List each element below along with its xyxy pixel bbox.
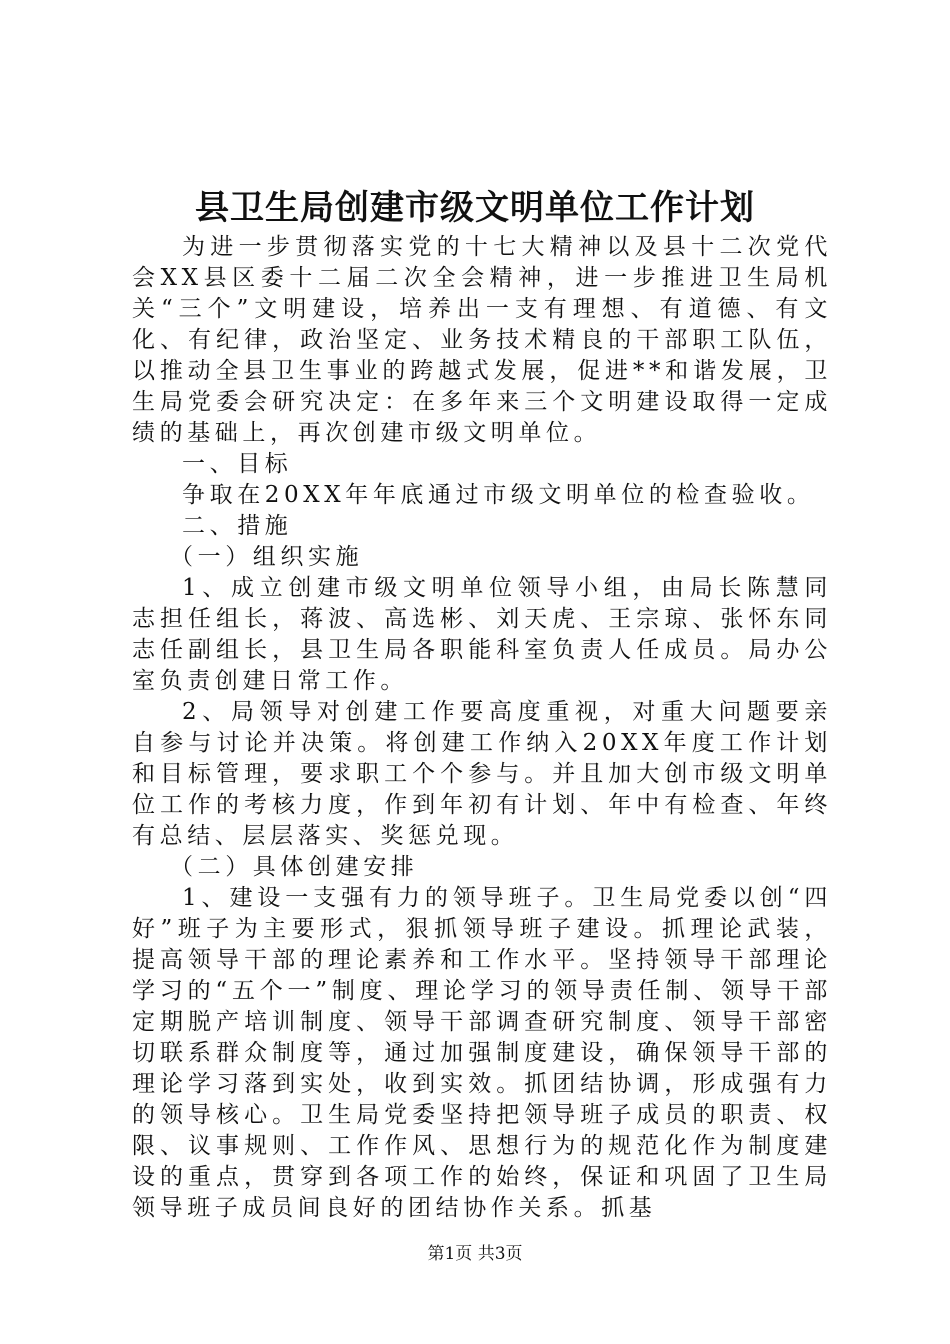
- document-title: 县卫生局创建市级文明单位工作计划: [195, 188, 755, 228]
- intro-paragraph: 为进一步贯彻落实党的十七大精神以及县十二次党代会XX县区委十二届二次全会精神，进一步推进卫生局机关“三个”文明建设，培养出一支有理想、有道德、有文化、有纪律，政治坚定、业务技术精良的干部职工队伍，以推动全县卫生事业的跨越式发展，促进**和谐发展，卫生局党委会研究决定：在多年来三个文明建设取得一定成绩的基础上，再次创建市级文明单位。: [132, 234, 832, 446]
- document-body: [132, 232, 832, 1224]
- goal-paragraph: 争取在20XX年年底通过市级文明单位的检查验收。: [182, 482, 815, 508]
- measure-paragraph-2: 2、局领导对创建工作要高度重视，对重大问题要亲自参与讨论并决策。将创建工作纳入20XX年度工作计划和目标管理，要求职工个个参与。并且加大创市级文明单位工作的考核力度，作到年初有计划、年中有检查、年终有总结、层层落实、奖惩兑现。: [132, 699, 832, 849]
- subsection-heading-arrangements: （二）具体创建安排: [170, 854, 419, 880]
- arrangement-paragraph-1: 1、建设一支强有力的领导班子。卫生局党委以创“四好”班子为主要形式，狠抓领导班子建设。抓理论武装，提高领导干部的理论素养和工作水平。坚持领导干部理论学习的“五个一”制度、理论学习的领导责任制、领导干部定期脱产培训制度、领导干部调查研究制度、领导干部密切联系群众制度等，通过加强制度建设，确保领导干部的理论学习落到实处，收到实效。抓团结协调，形成强有力的领导核心。卫生局党委坚持把领导班子成员的职责、权限、议事规则、工作作风、思想行为的规范化作为制度建设的重点，贯穿到各项工作的始终，保证和巩固了卫生局领导班子成员间良好的团结协作关系。抓基: [132, 885, 832, 1221]
- section-heading-goal: 一、目标: [182, 451, 293, 477]
- section-heading-measures: 二、措施: [182, 513, 293, 539]
- subsection-heading-organization: （一）组织实施: [170, 544, 364, 570]
- measure-paragraph-1: 1、成立创建市级文明单位领导小组，由局长陈慧同志担任组长，蒋波、高选彬、刘天虎、王宗琼、张怀东同志任副组长，县卫生局各职能科室负责人任成员。局办公室负责创建日常工作。: [132, 575, 832, 694]
- page-footer: 第1页 共3页: [427, 1244, 523, 1264]
